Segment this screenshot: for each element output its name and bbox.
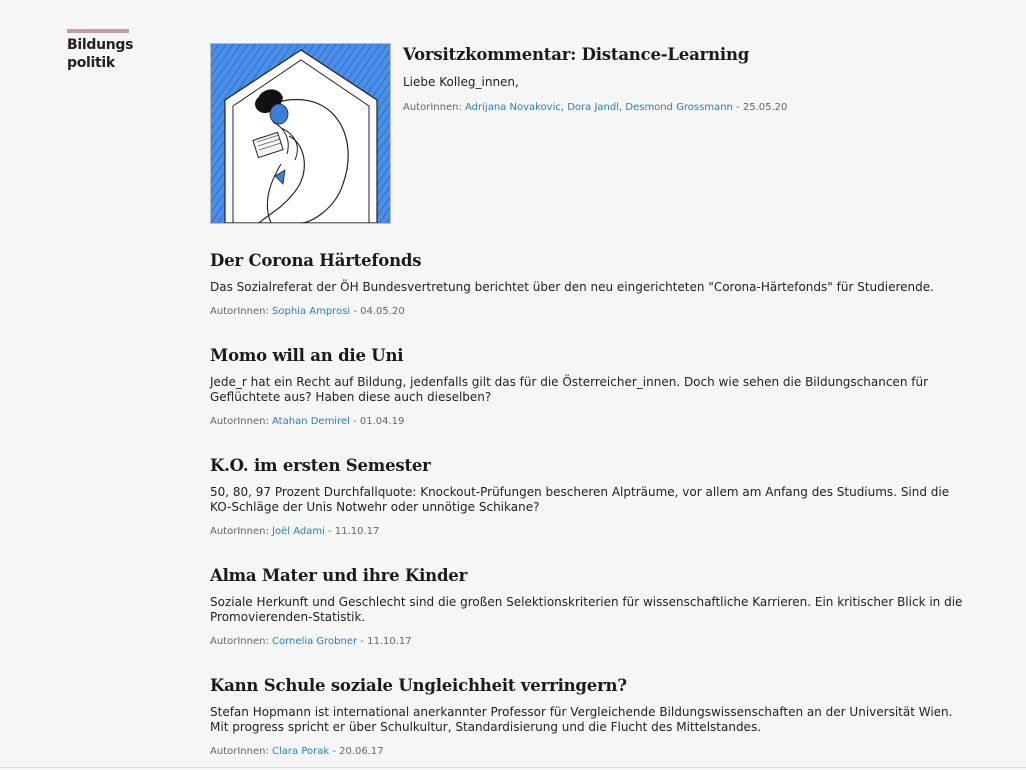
- article-title[interactable]: K.O. im ersten Semester: [210, 456, 431, 475]
- author-link[interactable]: Atahan Demirel: [272, 416, 350, 427]
- article-item: [210, 675, 970, 758]
- featured-article: [210, 43, 970, 225]
- author-link[interactable]: Sophia Amprosi: [272, 306, 351, 317]
- article-date: 01.04.19: [359, 416, 405, 427]
- featured-article-image[interactable]: [210, 43, 391, 224]
- article-date: 11.10.17: [334, 526, 380, 537]
- article-teaser: Jede_r hat ein Recht auf Bildung, jedenfalls gilt das für die Österreicher_innen. Doch wie sehen die Bildungschancen für Geflüchtete aus? Haben diese auch dieselben?: [210, 375, 929, 404]
- article-title[interactable]: Der Corona Härtefonds: [210, 251, 422, 270]
- article-title[interactable]: Alma Mater und ihre Kinder: [210, 566, 468, 585]
- house-reading-illustration: [211, 44, 390, 223]
- category-label[interactable]: [67, 29, 134, 72]
- article-item: [210, 345, 970, 428]
- article-teaser: Soziale Herkunft und Geschlecht sind die großen Selektionskriterien für wissenschaftliche Karrieren. Ein kritischer Blick in die Promovierenden-Statistik.: [210, 595, 963, 624]
- article-teaser: 50, 80, 97 Prozent Durchfallquote: Knockout-Prüfungen bescheren Alpträume, vor allem am Anfang des Studiums. Sind die KO-Schläge der Unis Notwehr oder unnötige Schikane?: [210, 485, 950, 514]
- bottom-divider: [0, 767, 1026, 768]
- category-accent-bar: [67, 29, 129, 33]
- featured-article-meta: AutorInnen: Adrijana Novakovic, Dora Jandl, Desmond Grossmann - 25.05.20: [403, 102, 788, 113]
- article-date: 25.05.20: [742, 102, 788, 113]
- authors-prefix: AutorInnen:: [210, 306, 269, 317]
- author-link[interactable]: Joël Adami: [272, 526, 325, 537]
- article-meta: AutorInnen: Cornelia Grobner - 11.10.17: [210, 636, 412, 647]
- author-link[interactable]: Adrijana Novakovic: [465, 102, 561, 113]
- author-link[interactable]: Clara Porak: [272, 746, 330, 757]
- category-label-line1: Bildungs: [67, 37, 134, 53]
- article-item: [210, 565, 970, 648]
- authors-prefix: AutorInnen:: [403, 102, 462, 113]
- article-teaser: Das Sozialreferat der ÖH Bundesvertretung berichtet über den neu eingerichteten "Corona-Härtefonds" für Studierende.: [210, 280, 934, 294]
- author-link[interactable]: Cornelia Grobner: [272, 636, 358, 647]
- article-teaser: Stefan Hopmann ist international anerkannter Professor für Vergleichende Bildungswissenschaften an der Universität Wien. Mit progress spricht er über Schulkultur, Standardisierung und die Flucht des Mittelstandes.: [210, 705, 953, 734]
- article-meta: AutorInnen: Clara Porak - 20.06.17: [210, 746, 384, 757]
- authors-prefix: AutorInnen:: [210, 746, 269, 757]
- article-item: [210, 455, 970, 538]
- featured-article-text: [403, 43, 963, 113]
- author-link[interactable]: Dora Jandl: [567, 102, 620, 113]
- featured-article-teaser: Liebe Kolleg_innen,: [403, 75, 519, 89]
- article-item: [210, 250, 970, 318]
- article-meta: AutorInnen: Sophia Amprosi - 04.05.20: [210, 306, 405, 317]
- article-title[interactable]: Kann Schule soziale Ungleichheit verringern?: [210, 676, 627, 695]
- article-meta: AutorInnen: Atahan Demirel - 01.04.19: [210, 416, 405, 427]
- authors-prefix: AutorInnen:: [210, 636, 269, 647]
- category-label-line2: politik: [67, 55, 115, 71]
- author-link[interactable]: Desmond Grossmann: [625, 102, 733, 113]
- authors-prefix: AutorInnen:: [210, 416, 269, 427]
- article-title[interactable]: Momo will an die Uni: [210, 346, 404, 365]
- authors-prefix: AutorInnen:: [210, 526, 269, 537]
- article-date: 20.06.17: [339, 746, 384, 757]
- featured-article-title[interactable]: Vorsitzkommentar: Distance-Learning: [403, 45, 750, 64]
- article-date: 11.10.17: [367, 636, 412, 647]
- article-date: 04.05.20: [360, 306, 405, 317]
- article-meta: AutorInnen: Joël Adami - 11.10.17: [210, 526, 380, 537]
